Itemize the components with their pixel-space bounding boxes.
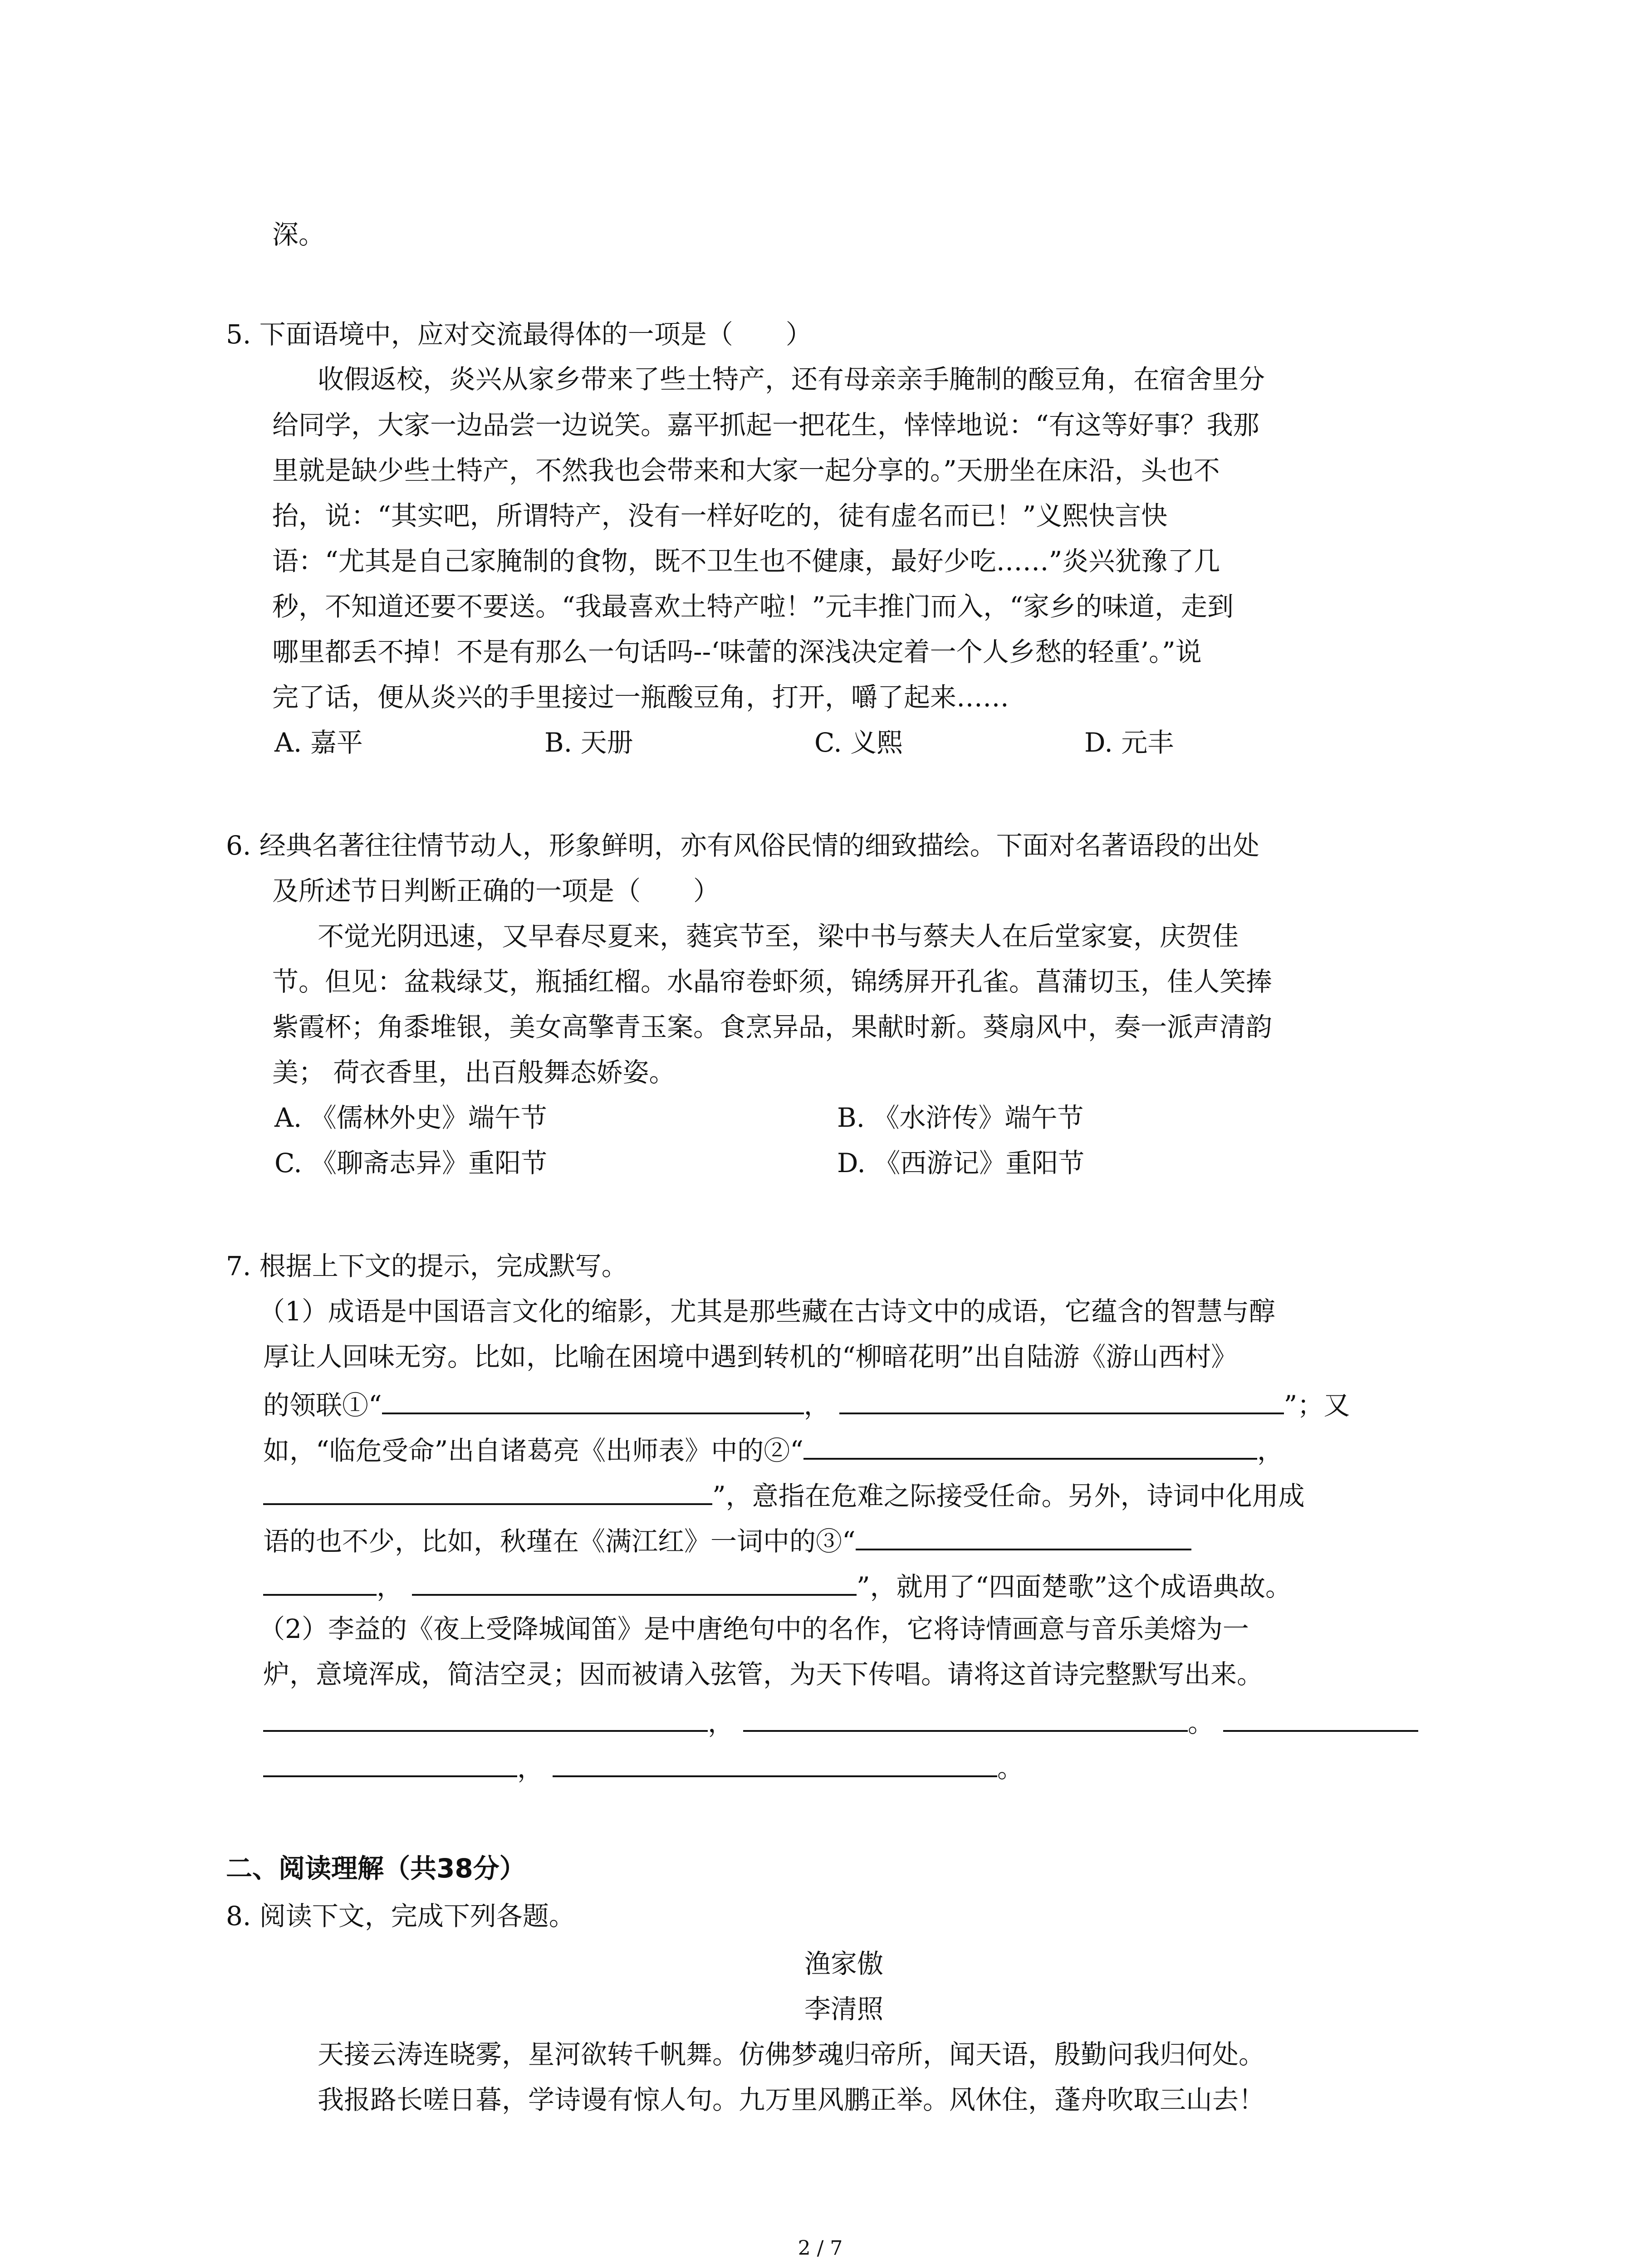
q7-part2-line: （2）李益的《夜上受降城闻笛》是中唐绝句中的名作，它将诗情画意与音乐美熔为一 bbox=[259, 1613, 1249, 1644]
q7-part1-line bbox=[263, 1434, 1283, 1464]
q7-text: 如，“临危受命”出自诸葛亮《出师表》中的②“ bbox=[263, 1435, 803, 1466]
q5-stem: 5. 下面语境中，应对交流最得体的一项是（ ） bbox=[226, 319, 812, 350]
q6-stem-line: 及所述节日判断正确的一项是（ ） bbox=[272, 875, 720, 906]
q6-passage-line: 美； 荷衣香里，出百般舞态娇姿。 bbox=[272, 1057, 676, 1088]
q6-option-d[interactable]: D. 《西游记》重阳节 bbox=[837, 1148, 1085, 1178]
q7-part1-line bbox=[263, 1389, 1350, 1421]
blank-poem-3a[interactable] bbox=[1223, 1706, 1418, 1732]
blank-3a[interactable] bbox=[856, 1525, 1191, 1550]
q7-text: ， bbox=[377, 1571, 403, 1602]
q5-option-b[interactable]: B. 天册 bbox=[544, 727, 633, 758]
q6-option-a[interactable]: A. 《儒林外史》端午节 bbox=[274, 1102, 547, 1133]
q5-passage-line: 哪里都丢不掉！不是有那么一句话吗--‘味蕾的深浅决定着一个人乡愁的轻重’。”说 bbox=[272, 636, 1202, 667]
q7-part1-line: （1）成语是中国语言文化的缩影，尤其是那些藏在古诗文中的成语，它蕴含的智慧与醇 bbox=[259, 1296, 1275, 1327]
q5-option-c[interactable]: C. 义熙 bbox=[814, 727, 903, 758]
q6-passage-line: 节。但见：盆栽绿艾，瓶插红榴。水晶帘卷虾须，锦绣屏开孔雀。菖蒲切玉，佳人笑捧 bbox=[272, 966, 1273, 997]
blank-2b[interactable] bbox=[263, 1480, 712, 1505]
page-number: 2 / 7 bbox=[798, 2237, 843, 2260]
q7-text: 。 bbox=[997, 1753, 1024, 1784]
q6-stem-line: 6. 经典名著往往情节动人，形象鲜明，亦有风俗民情的细致描绘。下面对名著语段的出处 bbox=[226, 830, 1259, 861]
q7-text: 的领联①“ bbox=[263, 1390, 382, 1421]
poem-author: 李清照 bbox=[804, 1994, 883, 2024]
q5-passage-line: 语：“尤其是自己家腌制的食物，既不卫生也不健康，最好少吃……”炎兴犹豫了几 bbox=[272, 546, 1220, 577]
carryover-text: 深。 bbox=[272, 219, 325, 250]
poem-line: 天接云涛连晓雾，星河欲转千帆舞。仿佛梦魂归帝所，闻天语，殷勤问我归何处。 bbox=[318, 2039, 1265, 2070]
q7-text: 。 bbox=[1188, 1707, 1215, 1738]
blank-poem-3b[interactable] bbox=[263, 1752, 517, 1777]
blank-2a[interactable] bbox=[803, 1434, 1257, 1460]
q6-passage-line: 紫霞杯；角黍堆银，美女高擎青玉案。食烹异品，果献时新。葵扇风中，奏一派声清韵 bbox=[272, 1012, 1273, 1042]
q7-text: ， bbox=[1257, 1435, 1283, 1466]
q7-part2-line bbox=[263, 1752, 1024, 1784]
q7-part1-line bbox=[263, 1570, 1292, 1600]
section-heading: 二、阅读理解（共38分） bbox=[226, 1853, 526, 1884]
q7-part2-line: 炉，意境浑成，简洁空灵；因而被请入弦管，为天下传唱。请将这首诗完整默写出来。 bbox=[263, 1659, 1264, 1690]
q7-text: ”；又 bbox=[1283, 1390, 1350, 1421]
q7-part1-line: 厚让人回味无穷。比如，比喻在困境中遇到转机的“柳暗花明”出自陆游《游山西村》 bbox=[263, 1341, 1238, 1372]
q7-text: 语的也不少，比如，秋瑾在《满江红》一词中的③“ bbox=[263, 1526, 856, 1557]
blank-3b[interactable] bbox=[263, 1570, 377, 1596]
q7-stem: 7. 根据上下文的提示，完成默写。 bbox=[226, 1251, 628, 1281]
q6-option-c[interactable]: C. 《聊斋志异》重阳节 bbox=[274, 1148, 548, 1178]
blank-1b[interactable] bbox=[839, 1389, 1284, 1414]
q6-passage-line: 不觉光阴迅速，又早春尽夏来，蕤宾节至，梁中书与蔡夫人在后堂家宴，庆贺佳 bbox=[318, 921, 1239, 952]
q5-option-a[interactable]: A. 嘉平 bbox=[274, 727, 363, 758]
blank-poem-2[interactable] bbox=[743, 1706, 1188, 1732]
q5-passage-line: 收假返校，炎兴从家乡带来了些土特产，还有母亲亲手腌制的酸豆角，在宿舍里分 bbox=[318, 364, 1265, 395]
q8-stem: 8. 阅读下文，完成下列各题。 bbox=[226, 1901, 575, 1931]
blank-poem-1[interactable] bbox=[263, 1706, 708, 1732]
q7-part1-line bbox=[263, 1525, 1191, 1557]
q5-passage-line: 给同学，大家一边品尝一边说笑。嘉平抓起一把花生，悻悻地说：“有这等好事？我那 bbox=[272, 410, 1259, 440]
poem-title: 渔家傲 bbox=[804, 1948, 883, 1979]
q7-text: ， bbox=[708, 1707, 735, 1738]
q5-passage-line: 里就是缺少些土特产，不然我也会带来和大家一起分享的。”天册坐在床沿，头也不 bbox=[272, 455, 1220, 486]
q7-text: ， bbox=[517, 1753, 544, 1784]
q7-text: ， bbox=[803, 1390, 830, 1421]
q7-text: ”，就用了“四面楚歌”这个成语典故。 bbox=[857, 1571, 1292, 1602]
q5-passage-line: 秒，不知道还要不要送。“我最喜欢土特产啦！”元丰推门而入，“家乡的味道，走到 bbox=[272, 591, 1234, 622]
blank-poem-4[interactable] bbox=[553, 1752, 997, 1777]
q5-passage-line: 抬，说：“其实吧，所谓特产，没有一样好吃的，徒有虚名而已！”义熙快言快 bbox=[272, 500, 1168, 531]
q5-passage-line: 完了话，便从炎兴的手里接过一瓶酸豆角，打开，嚼了起来…… bbox=[272, 682, 1009, 713]
q6-option-b[interactable]: B. 《水浒传》端午节 bbox=[837, 1102, 1084, 1133]
blank-3c[interactable] bbox=[412, 1570, 857, 1596]
q7-part2-line bbox=[263, 1706, 1418, 1736]
poem-line: 我报路长嗟日暮，学诗谩有惊人句。九万里风鹏正举。风休住，蓬舟吹取三山去！ bbox=[318, 2084, 1265, 2115]
blank-1a[interactable] bbox=[382, 1389, 804, 1414]
q5-option-d[interactable]: D. 元丰 bbox=[1084, 727, 1174, 758]
q7-text: ”，意指在危难之际接受任命。另外，诗词中化用成 bbox=[712, 1481, 1305, 1511]
q7-part1-line bbox=[263, 1480, 1305, 1509]
